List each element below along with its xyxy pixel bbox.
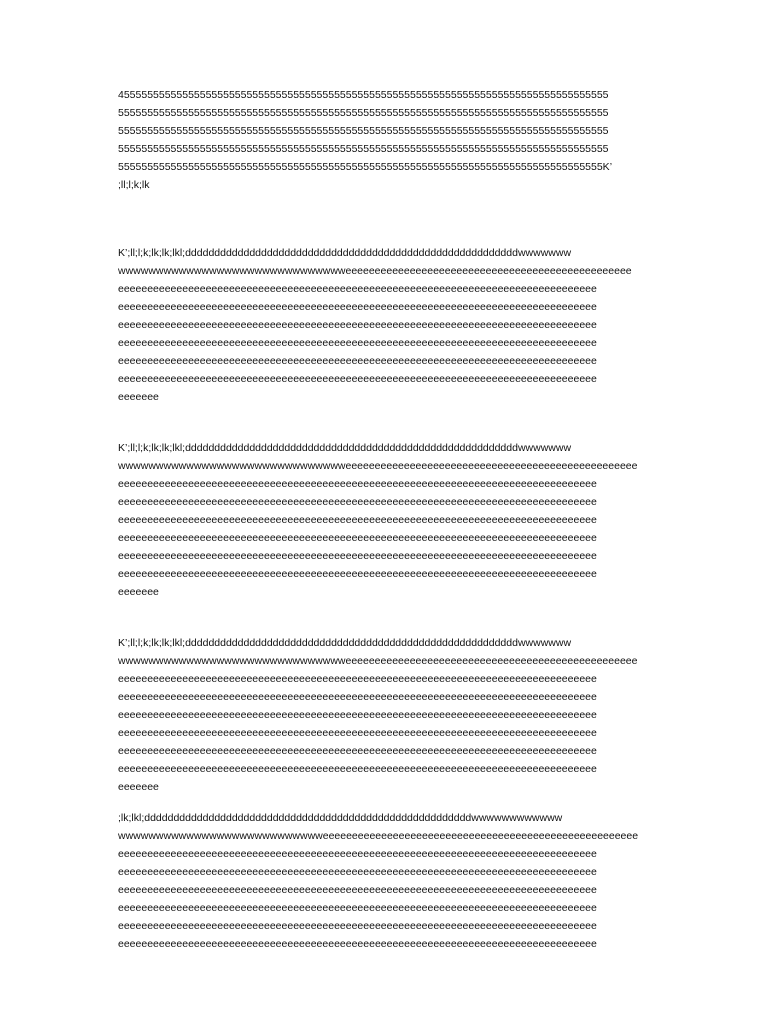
text-line: eeeeeeeeeeeeeeeeeeeeeeeeeeeeeeeeeeeeeeeeeeeeeeeeeeeeeeeeeeeeeeeeeeeeeeeeeeeeeeeeee: [118, 496, 597, 508]
paragraph-3: [118, 439, 653, 601]
text-line: eeeeeee: [118, 781, 159, 793]
text-line: wwwwwwwwwwwwwwwwwwwwwwwwwwweeeeeeeeeeeeeeeeeeeeeeeeeeeeeeeeeeeeeeeeeeeeeeeeeeeeee: [118, 830, 639, 842]
text-line: ;lk;lkl;ddddddddddddddddddddddddddddddddddddddddddddddddddddddddwwwwwwwwwwww: [118, 812, 563, 824]
text-line: eeeeeeeeeeeeeeeeeeeeeeeeeeeeeeeeeeeeeeeeeeeeeeeeeeeeeeeeeeeeeeeeeeeeeeeeeeeeeeeeee: [118, 337, 597, 349]
paragraph-5: [118, 809, 653, 953]
text-line: eeeeeeeeeeeeeeeeeeeeeeeeeeeeeeeeeeeeeeeeeeeeeeeeeeeeeeeeeeeeeeeeeeeeeeeeeeeeeeeeee: [118, 319, 597, 331]
paragraph-spacing: [118, 601, 653, 634]
text-line: eeeeeeeeeeeeeeeeeeeeeeeeeeeeeeeeeeeeeeeeeeeeeeeeeeeeeeeeeeeeeeeeeeeeeeeeeeeeeeeeee: [118, 884, 597, 896]
text-line: wwwwwwwwwwwwwwwwwwwwwwwwwwwwwweeeeeeeeeeeeeeeeeeeeeeeeeeeeeeeeeeeeeeeeeeeeeeeeee: [118, 655, 638, 667]
text-line: eeeeeeeeeeeeeeeeeeeeeeeeeeeeeeeeeeeeeeeeeeeeeeeeeeeeeeeeeeeeeeeeeeeeeeeeeeeeeeeeee: [118, 478, 597, 490]
text-line: eeeeeeeeeeeeeeeeeeeeeeeeeeeeeeeeeeeeeeeeeeeeeeeeeeeeeeeeeeeeeeeeeeeeeeeeeeeeeeeeee: [118, 673, 597, 685]
paragraph-spacing: [118, 406, 653, 439]
text-line: eeeeeeeeeeeeeeeeeeeeeeeeeeeeeeeeeeeeeeeeeeeeeeeeeeeeeeeeeeeeeeeeeeeeeeeeeeeeeeeeee: [118, 568, 597, 580]
text-line: eeeeeeeeeeeeeeeeeeeeeeeeeeeeeeeeeeeeeeeeeeeeeeeeeeeeeeeeeeeeeeeeeeeeeeeeeeeeeeeeee: [118, 920, 597, 932]
text-line: eeeeeeeeeeeeeeeeeeeeeeeeeeeeeeeeeeeeeeeeeeeeeeeeeeeeeeeeeeeeeeeeeeeeeeeeeeeeeeeeee: [118, 902, 597, 914]
text-line: eeeeeeeeeeeeeeeeeeeeeeeeeeeeeeeeeeeeeeeeeeeeeeeeeeeeeeeeeeeeeeeeeeeeeeeeeeeeeeeeee: [118, 355, 597, 367]
paragraph-2: [118, 244, 653, 406]
text-line: 555555555555555555555555555555555555555555555555555555555555555555555555555555555555: [118, 125, 609, 137]
text-line: K’;ll;l;k;lk;lk;lkl;dddddddddddddddddddddddddddddddddddddddddddddddddddddddddwwwwwww: [118, 247, 572, 259]
text-line: eeeeeeeeeeeeeeeeeeeeeeeeeeeeeeeeeeeeeeeeeeeeeeeeeeeeeeeeeeeeeeeeeeeeeeeeeeeeeeeeee: [118, 938, 597, 950]
text-line: 55555555555555555555555555555555555555555555555555555555555555555555555555555555555K’: [118, 161, 613, 173]
text-line: 555555555555555555555555555555555555555555555555555555555555555555555555555555555555: [118, 143, 609, 155]
text-line: K’;ll;l;k;lk;lk;lkl;dddddddddddddddddddddddddddddddddddddddddddddddddddddddddwwwwwww: [118, 637, 572, 649]
text-line: eeeeeee: [118, 391, 159, 403]
text-line: eeeeeeeeeeeeeeeeeeeeeeeeeeeeeeeeeeeeeeeeeeeeeeeeeeeeeeeeeeeeeeeeeeeeeeeeeeeeeeeeee: [118, 745, 597, 757]
text-line: wwwwwwwwwwwwwwwwwwwwwwwwwwwwwweeeeeeeeeeeeeeeeeeeeeeeeeeeeeeeeeeeeeeeeeeeeeeeeee: [118, 460, 638, 472]
text-line: eeeeeeeeeeeeeeeeeeeeeeeeeeeeeeeeeeeeeeeeeeeeeeeeeeeeeeeeeeeeeeeeeeeeeeeeeeeeeeeeee: [118, 848, 597, 860]
text-line: eeeeeeeeeeeeeeeeeeeeeeeeeeeeeeeeeeeeeeeeeeeeeeeeeeeeeeeeeeeeeeeeeeeeeeeeeeeeeeeeee: [118, 709, 597, 721]
text-line: eeeeeee: [118, 586, 159, 598]
text-line: eeeeeeeeeeeeeeeeeeeeeeeeeeeeeeeeeeeeeeeeeeeeeeeeeeeeeeeeeeeeeeeeeeeeeeeeeeeeeeeeee: [118, 514, 597, 526]
text-line: eeeeeeeeeeeeeeeeeeeeeeeeeeeeeeeeeeeeeeeeeeeeeeeeeeeeeeeeeeeeeeeeeeeeeeeeeeeeeeeeee: [118, 727, 597, 739]
paragraph-1: [118, 86, 653, 194]
text-line: 455555555555555555555555555555555555555555555555555555555555555555555555555555555555: [118, 89, 609, 101]
paragraph-spacing: [118, 796, 653, 809]
text-line: eeeeeeeeeeeeeeeeeeeeeeeeeeeeeeeeeeeeeeeeeeeeeeeeeeeeeeeeeeeeeeeeeeeeeeeeeeeeeeeeee: [118, 283, 597, 295]
document-page: [118, 86, 653, 953]
paragraph-4: [118, 634, 653, 796]
text-line: eeeeeeeeeeeeeeeeeeeeeeeeeeeeeeeeeeeeeeeeeeeeeeeeeeeeeeeeeeeeeeeeeeeeeeeeeeeeeeeeee: [118, 866, 597, 878]
text-line: eeeeeeeeeeeeeeeeeeeeeeeeeeeeeeeeeeeeeeeeeeeeeeeeeeeeeeeeeeeeeeeeeeeeeeeeeeeeeeeeee: [118, 691, 597, 703]
text-line: K’;ll;l;k;lk;lk;lkl;dddddddddddddddddddddddddddddddddddddddddddddddddddddddddwwwwwww: [118, 442, 572, 454]
text-line: eeeeeeeeeeeeeeeeeeeeeeeeeeeeeeeeeeeeeeeeeeeeeeeeeeeeeeeeeeeeeeeeeeeeeeeeeeeeeeeeee: [118, 301, 597, 313]
text-line: eeeeeeeeeeeeeeeeeeeeeeeeeeeeeeeeeeeeeeeeeeeeeeeeeeeeeeeeeeeeeeeeeeeeeeeeeeeeeeeeee: [118, 550, 597, 562]
text-line: ;ll;l;k;lk: [118, 179, 150, 191]
text-line: 555555555555555555555555555555555555555555555555555555555555555555555555555555555555: [118, 107, 609, 119]
text-line: wwwwwwwwwwwwwwwwwwwwwwwwwwwwwweeeeeeeeeeeeeeeeeeeeeeeeeeeeeeeeeeeeeeeeeeeeeeeee: [118, 265, 632, 277]
text-line: eeeeeeeeeeeeeeeeeeeeeeeeeeeeeeeeeeeeeeeeeeeeeeeeeeeeeeeeeeeeeeeeeeeeeeeeeeeeeeeeee: [118, 532, 597, 544]
text-line: eeeeeeeeeeeeeeeeeeeeeeeeeeeeeeeeeeeeeeeeeeeeeeeeeeeeeeeeeeeeeeeeeeeeeeeeeeeeeeeeee: [118, 763, 597, 775]
paragraph-spacing: [118, 194, 653, 244]
text-line: eeeeeeeeeeeeeeeeeeeeeeeeeeeeeeeeeeeeeeeeeeeeeeeeeeeeeeeeeeeeeeeeeeeeeeeeeeeeeeeeee: [118, 373, 597, 385]
